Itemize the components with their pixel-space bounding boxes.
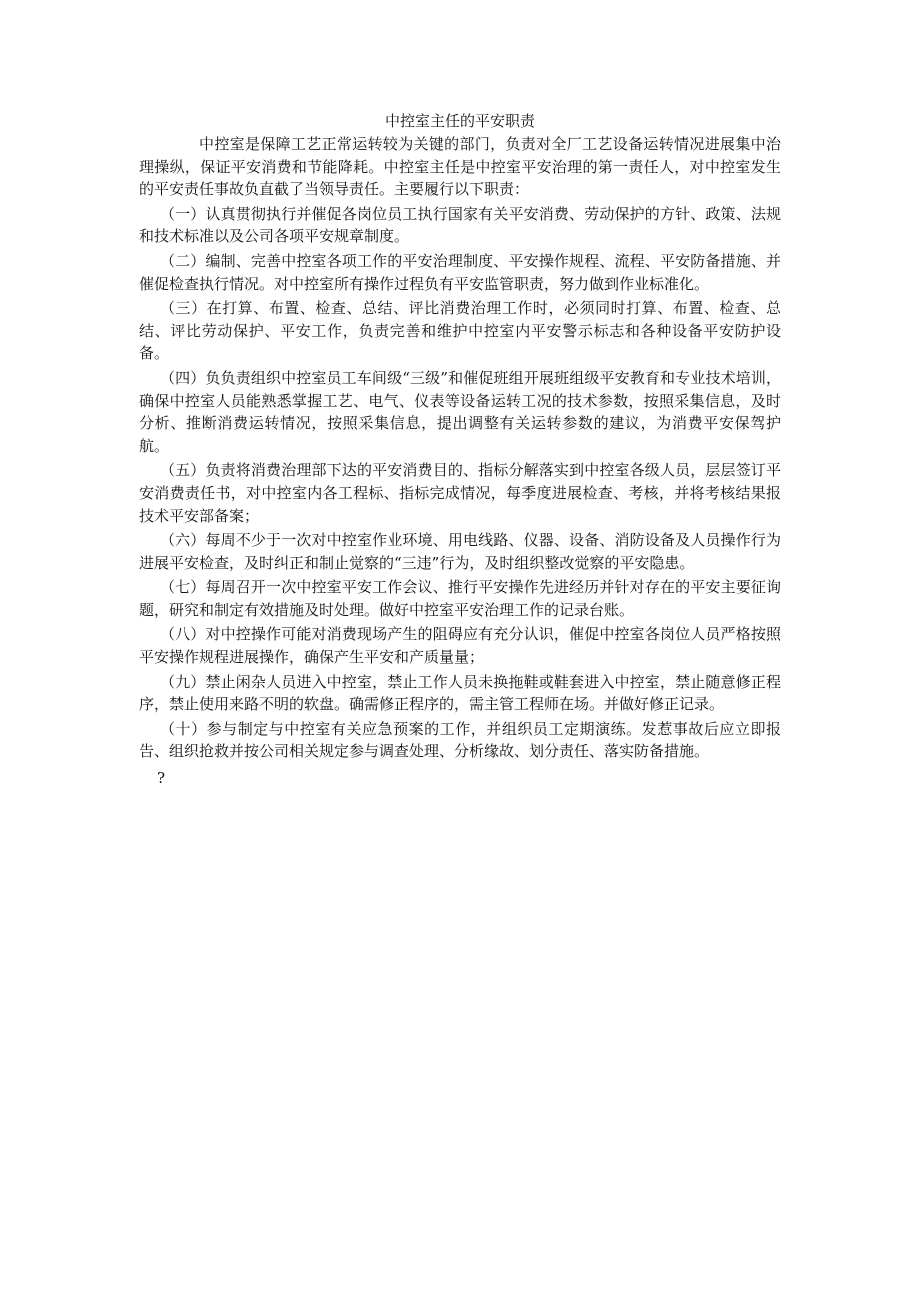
document-page xyxy=(139,110,781,789)
document-title: 中控室主任的平安职责 xyxy=(384,112,535,130)
duty-item-4: （四）负负责组织中控室员工车间级“三级”和催促班组开展班组级平安教育和专业技术培训，确保中控室人员能熟悉掌握工艺、电气、仪表等设备运转工况的技术参数，按照采集信息，及时分析、推断消费运转情况，按照采集信息，提出调整有关运转参数的建议，为消费平安保驾护航。 xyxy=(139,368,781,455)
intro-paragraph: 中控室是保障工艺正常运转较为关键的部门，负责对全厂工艺设备运转情况进展集中治理操纵，保证平安消费和节能降耗。中控室主任是中控室平安治理的第一责任人，对中控室发生的平安责任事故负直截了当领导责任。主要履行以下职责： xyxy=(139,135,781,199)
duty-item-7: （七）每周召开一次中控室平安工作会议、推行平安操作先进经历并针对存在的平安主要征询题，研究和制定有效措施及时处理。做好中控室平安治理工作的记录台账。 xyxy=(139,578,781,619)
duty-item-8: （八）对中控操作可能对消费现场产生的阻碍应有充分认识，催促中控室各岗位人员严格按照平安操作规程进展操作，确保产生平安和产质量量； xyxy=(139,625,781,667)
duty-item-5: （五）负责将消费治理部下达的平安消费目的、指标分解落实到中控室各级人员，层层签订平安消费责任书，对中控室内各工程标、指标完成情况，每季度进展检查、考核，并将考核结果报技术平安部备案； xyxy=(139,461,781,525)
duty-item-9: （九）禁止闲杂人员进入中控室，禁止工作人员未换拖鞋或鞋套进入中控室，禁止随意修正程序，禁止使用来路不明的软盘。确需修正程序的，需主管工程师在场。并做好修正记录。 xyxy=(139,672,781,714)
duty-item-3: （三）在打算、布置、检查、总结、评比消费治理工作时，必须同时打算、布置、检查、总结、评比劳动保护、平安工作，负责完善和维护中控室内平安警示标志和各种设备平安防护设备。 xyxy=(139,299,781,363)
trailing-question-mark: ? xyxy=(157,769,166,788)
duty-item-1: （一）认真贯彻执行并催促各岗位员工执行国家有关平安消费、劳动保护的方针、政策、法规和技术标准以及公司各项平安规章制度。 xyxy=(139,204,781,246)
duty-item-2: （二）编制、完善中控室各项工作的平安治理制度、平安操作规程、流程、平安防备措施、并催促检查执行情况。对中控室所有操作过程负有平安监管职责，努力做到作业标准化。 xyxy=(139,251,781,293)
duty-item-10: （十）参与制定与中控室有关应急预案的工作，并组织员工定期演练。发惹事故后应立即报告、组织抢救并按公司相关规定参与调查处理、分析缘故、划分责任、落实防备措施。 xyxy=(139,719,781,761)
duty-item-6: （六）每周不少于一次对中控室作业环境、用电线路、仪器、设备、消防设备及人员操作行为进展平安检查，及时纠正和制止觉察的“三违”行为，及时组织整改觉察的平安隐患。 xyxy=(139,531,781,572)
